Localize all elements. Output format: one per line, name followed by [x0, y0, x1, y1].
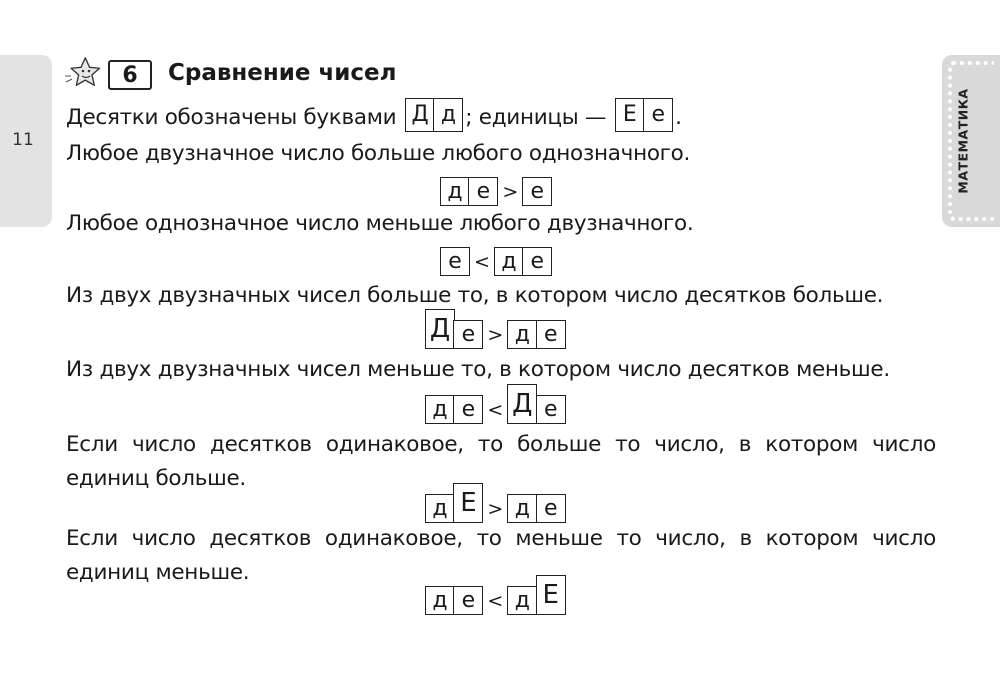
formula-right — [507, 575, 565, 615]
rule-formula — [425, 380, 566, 424]
comparison-sign: < — [474, 251, 490, 273]
star-icon — [64, 52, 108, 94]
digit-cell: д — [440, 177, 470, 206]
intro-line — [66, 98, 682, 132]
digit-cell: е — [453, 320, 483, 349]
digit-cell: е — [453, 586, 483, 615]
comparison-sign: > — [487, 498, 504, 520]
units-cell-lower: е — [643, 98, 673, 132]
digit-cell: д — [425, 494, 455, 523]
digit-cell: д — [507, 586, 537, 615]
rule-text: Из двух двузначных чисел больше то, в котором число десятков больше. — [66, 283, 884, 308]
digit-cell: е — [440, 247, 470, 276]
rule-formula — [440, 232, 552, 276]
intro-text-1: Десятки обозначены буквами — [66, 105, 397, 130]
formula-left — [425, 586, 483, 615]
digit-cell: е — [468, 177, 498, 206]
formula-left — [425, 483, 483, 523]
digit-cell: Д — [425, 309, 455, 349]
digit-cell: е — [453, 395, 483, 424]
comparison-sign: < — [487, 590, 504, 612]
comparison-sign: > — [502, 181, 519, 203]
units-cell-upper: Е — [615, 98, 645, 132]
formula-right — [507, 494, 565, 523]
digit-cell: д — [425, 586, 455, 615]
digit-cell: е — [522, 247, 552, 276]
formula-right — [494, 247, 552, 276]
rule-text: Любое двузначное число больше любого однозначного. — [66, 141, 691, 166]
digit-cell: д — [425, 395, 455, 424]
rule-formula — [425, 305, 566, 349]
digit-cell: Е — [536, 575, 566, 615]
units-cells — [615, 98, 673, 132]
formula-left — [425, 309, 483, 349]
formula-right — [507, 320, 565, 349]
digit-cell: е — [536, 320, 566, 349]
digit-cell: е — [536, 494, 566, 523]
subject-label: МАТЕМАТИКА — [955, 88, 971, 194]
rule-formula — [425, 479, 566, 523]
tens-cell-upper: Д — [405, 98, 435, 132]
digit-cell: е — [536, 395, 566, 424]
rule-text: Из двух двузначных чисел меньше то, в котором число десятков меньше. — [66, 357, 890, 382]
digit-cell: д — [507, 320, 537, 349]
comparison-sign: < — [487, 399, 504, 421]
intro-text-3: . — [675, 105, 682, 130]
digit-cell: д — [507, 494, 537, 523]
formula-left — [440, 247, 470, 276]
digit-cell: Д — [507, 384, 537, 424]
rule-formula — [425, 571, 566, 615]
lesson-number: 6 — [108, 60, 152, 90]
page-number: 11 — [12, 130, 34, 150]
lesson-title: Сравнение чисел — [168, 60, 397, 86]
comparison-sign: > — [487, 324, 504, 346]
rule-formula — [440, 162, 552, 206]
tens-cell-lower: д — [433, 98, 463, 132]
digit-cell: е — [522, 177, 552, 206]
formula-right — [522, 177, 552, 206]
formula-right — [507, 384, 565, 424]
intro-text-2: ; единицы — — [465, 105, 607, 130]
digit-cell: д — [494, 247, 524, 276]
rule-text: Если число десятков одинаковое, то меньше то число, в котором число единиц меньше. — [66, 526, 936, 585]
formula-left — [425, 395, 483, 424]
subject-tab — [942, 55, 1000, 227]
rule-text: Любое однозначное число меньше любого двузначного. — [66, 211, 694, 236]
digit-cell: Е — [453, 483, 483, 523]
formula-left — [440, 177, 498, 206]
rule-text: Если число десятков одинаковое, то больше то число, в котором число единиц больше. — [66, 432, 936, 491]
tens-cells — [405, 98, 463, 132]
